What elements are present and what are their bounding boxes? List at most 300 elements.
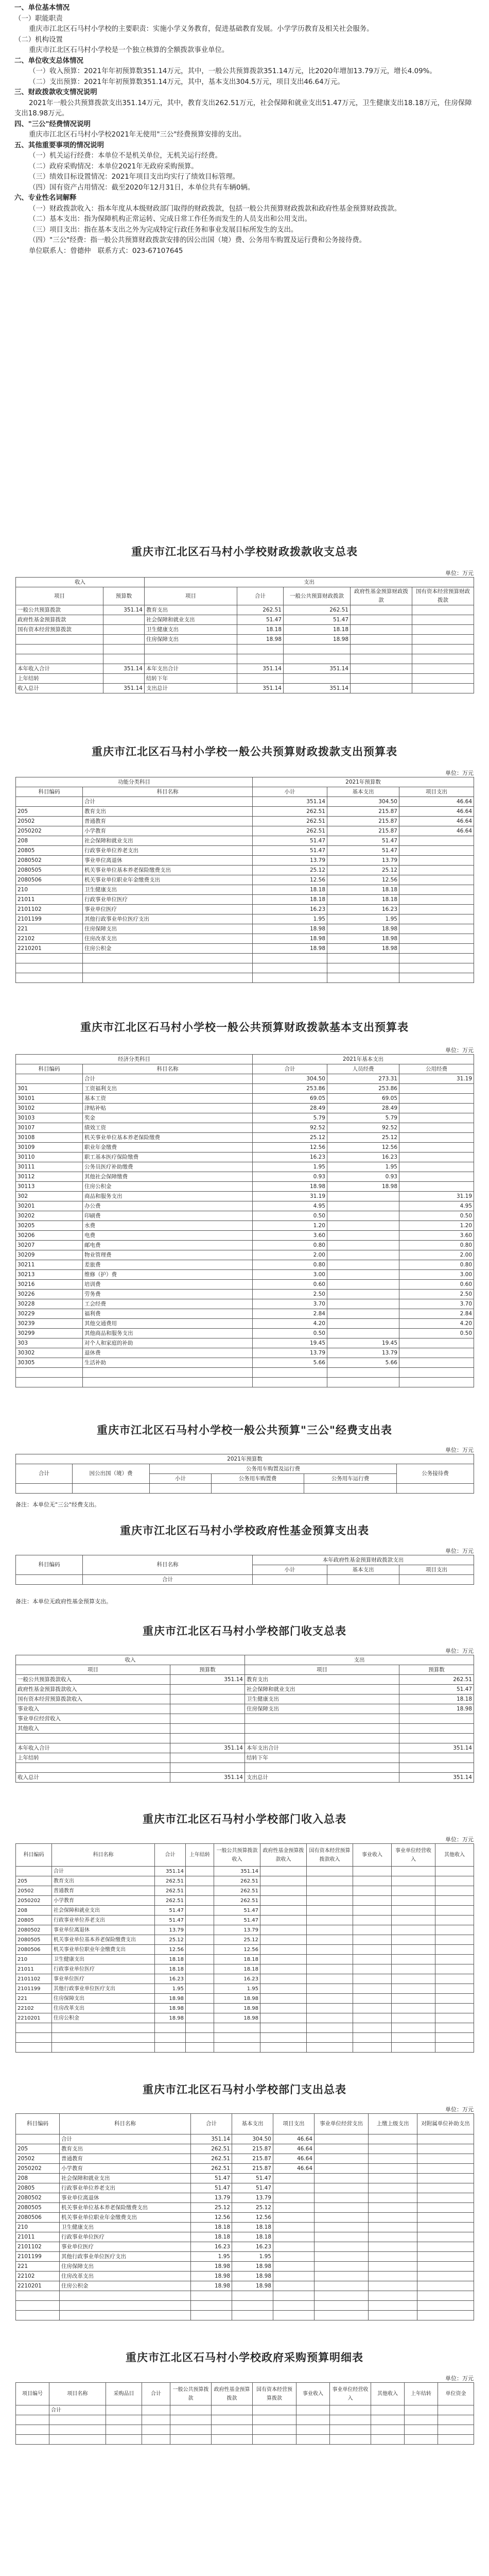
table-cell (170, 1685, 245, 1694)
table-cell: 津贴补贴 (83, 1104, 253, 1113)
table-row (16, 924, 474, 934)
table-row (16, 2164, 474, 2174)
table-government-fund (15, 1555, 474, 1585)
header-cell: 科目名称 (83, 1064, 253, 1074)
unit-label: 单位：万元 (445, 1548, 474, 1554)
table-row (16, 1192, 474, 1201)
table-cell: 工资福利支出 (83, 1084, 253, 1094)
paragraph: （一）财政拨款收入：指本年度从本级财政部门取得的财政拨款，包括一般公共预算财政拨款和政府性基金预算财政拨款。 (29, 205, 401, 213)
table-cell (260, 1935, 307, 1945)
table-cell (191, 2311, 232, 2320)
table-cell: 262.51 (253, 807, 327, 817)
table-cell: 2101102 (16, 905, 83, 914)
table-cell: 262.51 (237, 605, 284, 615)
header-cell: 科目名称 (83, 1555, 253, 1575)
table-cell: 0.80 (253, 1241, 327, 1250)
table-three-public-expenses (15, 1454, 474, 1494)
table-row (16, 1143, 474, 1153)
table-cell (186, 2004, 214, 2013)
table-cell: 262.51 (191, 2154, 232, 2164)
header-cell: 一般公共预算拨款收入 (214, 1844, 260, 1867)
table-row (16, 1753, 474, 1763)
table-cell (435, 1994, 474, 2004)
table-cell (417, 2223, 474, 2232)
header-cell: 项目编号 (16, 2383, 49, 2405)
table-row (16, 2272, 474, 2281)
header-cell: 公务用车购置费 (212, 1474, 304, 1484)
table-cell (232, 2311, 273, 2320)
unit-label: 单位：万元 (445, 1047, 474, 1054)
table-row (16, 1675, 474, 1685)
table-row (16, 1935, 474, 1945)
table-cell: 2050202 (16, 2164, 60, 2174)
table-cell (296, 2425, 330, 2435)
table-cell (399, 1123, 474, 1133)
table-cell: 卫生健康支出 (52, 1955, 155, 1964)
table-cell (170, 1763, 245, 1773)
table-row (16, 2281, 474, 2291)
table-cell: 一般公共预算拨款 (16, 605, 103, 615)
table-cell (103, 635, 145, 645)
table-cell: 18.18 (399, 1694, 474, 1704)
table-row (16, 1201, 474, 1211)
table-cell (353, 1925, 392, 1935)
table-cell: 351.14 (237, 664, 284, 674)
table-row (16, 875, 474, 885)
header-cell: 事业收入 (353, 1844, 392, 1867)
table-cell: 奖金 (83, 1113, 253, 1123)
table-cell (16, 2405, 49, 2415)
table-cell: 其他行政事业单位医疗支出 (52, 1984, 155, 1994)
table-cell: 18.98 (191, 2281, 232, 2291)
table-row (16, 615, 474, 625)
table-cell (435, 2013, 474, 2023)
table-cell (307, 2023, 353, 2033)
table-cell: 302 (16, 1192, 83, 1201)
table-cell: 3.00 (399, 1270, 474, 1280)
table-cell: 1.95 (232, 2252, 273, 2262)
table-cell: 30111 (16, 1162, 83, 1172)
table-cell: 社会保障和就业支出 (245, 1685, 399, 1694)
table-cell: 住房保障支出 (60, 2262, 191, 2272)
table-cell: 18.98 (253, 1182, 327, 1192)
table-cell (351, 625, 412, 635)
table-cell: 2080506 (16, 1945, 52, 1955)
table-cell (369, 2154, 417, 2164)
header-cell: 科目编码 (16, 1555, 83, 1575)
table-cell (245, 1714, 399, 1724)
table-cell (417, 2174, 474, 2183)
table-cell (438, 2415, 474, 2425)
table-fiscal-summary (15, 577, 474, 693)
table-cell: 13.79 (155, 1925, 186, 1935)
table-cell (417, 2193, 474, 2203)
table-cell: 1.95 (327, 914, 399, 924)
table-cell: 住房改革支出 (52, 2004, 155, 2013)
table-cell (170, 2425, 212, 2435)
table-cell (212, 2415, 253, 2425)
table-cell: 基本工资 (83, 1094, 253, 1104)
table-cell (417, 2291, 474, 2301)
table-cell (327, 1378, 399, 1387)
table-cell (16, 2043, 52, 2053)
header-cell: 上缴上级支出 (369, 2114, 417, 2134)
table-cell (435, 1945, 474, 1955)
table-cell: 30299 (16, 1329, 83, 1338)
table-cell (307, 2013, 353, 2023)
table-cell: 262.51 (284, 605, 351, 615)
header-cell: 因公出国（境）费 (73, 1464, 150, 1484)
table-cell (327, 963, 399, 973)
table-cell: 0.80 (253, 1260, 327, 1270)
table-cell: 19.45 (327, 1338, 399, 1348)
table-cell: 行政事业单位医疗 (52, 1964, 155, 1974)
table-cell: 事业单位经营收入 (16, 1714, 170, 1724)
table-cell: 215.87 (232, 2154, 273, 2164)
table-cell: 28.49 (253, 1104, 327, 1113)
table-cell: 其他商品和服务支出 (83, 1329, 253, 1338)
header-cell: 一般公共预算拨款 (170, 2383, 212, 2405)
table-cell (392, 1945, 435, 1955)
table-cell: 教育支出 (60, 2144, 191, 2154)
table-cell (253, 1368, 327, 1378)
table-row (16, 2223, 474, 2232)
table-title: 重庆市江北区石马村小学校一般公共预算"三公"经费支出表 (97, 1423, 392, 1436)
table-note: 备注：本单位无"三公"经费支出。 (15, 1501, 100, 1508)
table-cell (399, 1162, 474, 1172)
table-cell (369, 2223, 417, 2232)
table-row (16, 1886, 474, 1896)
table-cell (16, 2435, 49, 2445)
table-cell: 对个人和家庭的补助 (83, 1338, 253, 1348)
table-cell (399, 885, 474, 895)
table-cell (16, 2033, 52, 2043)
table-cell: 卫生健康支出 (83, 885, 253, 895)
table-note: 备注：本单位无政府性基金预算支出。 (15, 1598, 112, 1605)
table-row (16, 1714, 474, 1724)
table-cell: 25.12 (253, 866, 327, 875)
table-cell (327, 1299, 399, 1309)
table-row (16, 973, 474, 983)
table-cell: 51.47 (253, 846, 327, 856)
table-cell (52, 2043, 155, 2053)
table-cell (392, 1876, 435, 1886)
table-cell: 12.56 (327, 875, 399, 885)
contact-line: 单位联系人：曾德仲 联系方式：023-67107645 (29, 247, 183, 255)
table-cell: 2.50 (253, 1290, 327, 1299)
table-cell (260, 1964, 307, 1974)
table-cell: 13.79 (253, 1348, 327, 1358)
table-cell (253, 2415, 296, 2425)
table-cell (186, 1955, 214, 1964)
table-cell (417, 2183, 474, 2193)
table-cell: 4.95 (399, 1201, 474, 1211)
table-cell: 253.86 (253, 1084, 327, 1094)
table-cell: 国有资本经营预算拨款 (16, 625, 103, 635)
header-cell: 科目名称 (60, 2114, 191, 2134)
table-cell (16, 2415, 49, 2425)
table-cell: 2080505 (16, 2203, 60, 2213)
unit-label: 单位：万元 (445, 2375, 474, 2382)
table-cell: 社会保障和就业支出 (83, 836, 253, 846)
table-cell (399, 944, 474, 954)
table-cell: 205 (16, 2144, 60, 2154)
table-dept-income (15, 1843, 474, 2053)
table-cell (399, 914, 474, 924)
table-cell (351, 674, 412, 684)
table-cell: 16.23 (155, 1974, 186, 1984)
table-cell (353, 1994, 392, 2004)
table-cell: 46.64 (273, 2164, 315, 2174)
header-cell: 收入 (16, 578, 145, 587)
table-cell (399, 1724, 474, 1734)
header-cell: 国有资本经营预算财政拨款 (412, 587, 474, 605)
table-cell (237, 674, 284, 684)
table-cell (145, 645, 237, 654)
table-cell: 18.18 (191, 2223, 232, 2232)
header-cell: 预算数 (170, 1665, 245, 1675)
table-cell (399, 1368, 474, 1378)
section-heading: 四、"三公"经费情况说明 (14, 120, 91, 128)
header-cell: 2021年预算数 (16, 1454, 474, 1464)
table-row (16, 2134, 474, 2144)
table-cell: 51.47 (214, 1916, 260, 1925)
table-cell (327, 1329, 399, 1338)
table-cell: 其他行政事业单位医疗支出 (83, 914, 253, 924)
table-cell: 30112 (16, 1172, 83, 1182)
table-cell (260, 1916, 307, 1925)
table-procurement (15, 2382, 474, 2445)
header-cell: 合计 (16, 1464, 73, 1484)
table-cell: 政府性基金预算拨款 (16, 615, 103, 625)
table-cell (315, 2272, 369, 2281)
table-row (16, 797, 474, 807)
table-cell: 机关事业单位职业年金缴费支出 (60, 2213, 191, 2223)
table-cell (260, 1867, 307, 1876)
table-cell: 3.70 (253, 1299, 327, 1309)
table-cell: 210 (16, 885, 83, 895)
table-cell (369, 2183, 417, 2193)
table-cell: 51.47 (191, 2183, 232, 2193)
table-cell: 51.47 (284, 615, 351, 625)
table-cell: 18.98 (232, 2272, 273, 2281)
table-cell (186, 1994, 214, 2004)
table-cell (399, 866, 474, 875)
table-cell (417, 2252, 474, 2262)
table-cell: 221 (16, 2262, 60, 2272)
table-cell: 住房保障支出 (145, 635, 237, 645)
table-row (16, 1250, 474, 1260)
table-cell: 51.47 (253, 836, 327, 846)
table-row (16, 905, 474, 914)
table-cell (16, 1763, 170, 1773)
table-cell: 商品和服务支出 (83, 1192, 253, 1201)
table-cell: 其他社会保障缴费 (83, 1172, 253, 1182)
table-cell (351, 684, 412, 693)
table-cell: 12.56 (232, 2213, 273, 2223)
table-cell (155, 2033, 186, 2043)
table-cell (399, 1348, 474, 1358)
table-basic-expense (15, 1054, 474, 1387)
table-cell: 30101 (16, 1094, 83, 1104)
table-cell: 机关事业单位职业年金缴费支出 (52, 1945, 155, 1955)
table-cell: 机关事业单位基本养老保险缴费支出 (83, 866, 253, 875)
table-cell: 18.98 (155, 2013, 186, 2023)
table-cell: 2101199 (16, 914, 83, 924)
table-cell (260, 1876, 307, 1886)
table-cell (392, 2004, 435, 2013)
table-cell (351, 654, 412, 664)
table-cell: 262.51 (214, 1876, 260, 1886)
table-cell (83, 973, 253, 983)
table-cell (273, 2281, 315, 2291)
table-cell (16, 2291, 60, 2301)
table-cell (273, 2301, 315, 2311)
table-row (16, 1280, 474, 1290)
table-cell: 卫生健康支出 (245, 1694, 399, 1704)
table-cell: 51.47 (232, 2174, 273, 2183)
table-cell: 13.79 (232, 2193, 273, 2203)
table-cell (103, 625, 145, 635)
table-cell: 273.31 (327, 1074, 399, 1084)
header-cell: 上年结转 (186, 1844, 214, 1867)
table-cell: 办公费 (83, 1201, 253, 1211)
table-cell: 行政事业单位养老支出 (52, 1916, 155, 1925)
table-cell (369, 2193, 417, 2203)
header-cell: 人员经费 (327, 1064, 399, 1074)
table-cell (273, 2193, 315, 2203)
table-cell: 机关事业单位基本养老保险缴费支出 (52, 1935, 155, 1945)
header-cell: 事业单位经营收入 (392, 1844, 435, 1867)
table-row (16, 1182, 474, 1192)
table-row (16, 1348, 474, 1358)
table-cell: 18.98 (191, 2272, 232, 2281)
table-cell (412, 684, 474, 693)
header-cell: 科目名称 (83, 787, 253, 797)
header-cell: 合计 (142, 2383, 170, 2405)
table-cell (392, 1886, 435, 1896)
table-row (16, 1074, 474, 1084)
table-cell: 绩效工资 (83, 1123, 253, 1133)
table-cell: 25.12 (327, 1133, 399, 1143)
table-title: 重庆市江北区石马村小学校一般公共预算财政拨款支出预算表 (92, 745, 397, 758)
table-cell (435, 1876, 474, 1886)
table-cell (392, 2023, 435, 2033)
table-cell (351, 615, 412, 625)
table-cell: 20805 (16, 2183, 60, 2193)
header-cell: 基本支出 (327, 787, 399, 797)
table-cell: 合计 (83, 797, 253, 807)
table-cell: 社会保障和就业支出 (145, 615, 237, 625)
table-cell: 51.47 (327, 846, 399, 856)
table-cell: 18.18 (232, 2232, 273, 2242)
table-cell (315, 2232, 369, 2242)
table-cell (212, 2425, 253, 2435)
header-cell: 科目编码 (16, 787, 83, 797)
table-cell (371, 2425, 405, 2435)
table-cell (284, 674, 351, 684)
table-row (16, 1162, 474, 1172)
table-cell (307, 1896, 353, 1906)
table-cell: 18.98 (232, 2262, 273, 2272)
table-cell: 结转下年 (245, 1753, 399, 1763)
table-cell: 物业管理费 (83, 1250, 253, 1260)
table-cell (435, 1964, 474, 1974)
table-cell (399, 1084, 474, 1094)
table-cell (49, 2425, 106, 2435)
table-cell (399, 1143, 474, 1153)
table-cell: 351.14 (399, 1773, 474, 1783)
table-cell: 31.19 (399, 1074, 474, 1084)
table-cell (371, 2415, 405, 2425)
table-cell (186, 1964, 214, 1974)
table-cell: 2080506 (16, 875, 83, 885)
table-cell: 18.98 (327, 944, 399, 954)
table-cell (392, 1994, 435, 2004)
paragraph: （三）项目支出：指在基本支出之外为完成特定行政任务和事业发展目标所发生的支出。 (29, 226, 298, 234)
table-cell (315, 2252, 369, 2262)
table-cell: 2050202 (16, 1896, 52, 1906)
table-cell (417, 2281, 474, 2291)
table-cell (186, 1906, 214, 1916)
table-cell: 12.56 (155, 1945, 186, 1955)
table-cell: 215.87 (232, 2164, 273, 2174)
table-cell (232, 2291, 273, 2301)
table-cell: 30207 (16, 1241, 83, 1250)
subsection-heading: （一）职能职责 (14, 14, 63, 23)
table-cell: 18.98 (237, 635, 284, 645)
table-cell (52, 2033, 155, 2043)
table-cell: 30228 (16, 1299, 83, 1309)
table-cell: 253.86 (327, 1084, 399, 1094)
table-cell: 2101199 (16, 2252, 60, 2262)
table-cell (16, 1867, 52, 1876)
paragraph: （四）"三公"经费：指一般公共预算财政拨款安排的因公出国（境）费、公务用车购置及运行费和公务接待费。 (29, 236, 366, 244)
table-cell: 本年支出合计 (145, 664, 237, 674)
table-cell (417, 2272, 474, 2281)
table-cell (399, 1113, 474, 1123)
table-cell (307, 2043, 353, 2053)
table-cell (327, 1270, 399, 1280)
table-row (16, 2193, 474, 2203)
table-row (16, 625, 474, 635)
table-cell: 13.79 (327, 856, 399, 866)
table-cell: 30110 (16, 1153, 83, 1162)
table-cell: 221 (16, 1994, 52, 2004)
table-title: 重庆市江北区石马村小学校财政拨款收支总表 (131, 545, 358, 558)
table-cell: 30108 (16, 1133, 83, 1143)
table-cell (260, 1886, 307, 1896)
table-cell: 其他收入 (16, 1724, 170, 1734)
table-cell: 国有资本经营预算拨款收入 (16, 1694, 170, 1704)
table-cell: 小学教育 (83, 826, 253, 836)
table-cell (327, 1260, 399, 1270)
table-cell: 30206 (16, 1231, 83, 1241)
table-cell: 21011 (16, 895, 83, 905)
table-cell: 18.98 (253, 944, 327, 954)
header-cell: 合计 (237, 587, 284, 605)
table-cell (327, 1250, 399, 1260)
table-cell (253, 2435, 296, 2445)
table-cell (351, 645, 412, 654)
table-cell: 25.12 (253, 1133, 327, 1143)
table-cell: 本年收入合计 (16, 664, 103, 674)
table-cell: 2210201 (16, 2281, 60, 2291)
header-cell: 科目编码 (16, 1844, 52, 1867)
table-row (16, 2043, 474, 2053)
header-cell: 公务接待费 (397, 1464, 474, 1484)
table-cell (245, 1724, 399, 1734)
